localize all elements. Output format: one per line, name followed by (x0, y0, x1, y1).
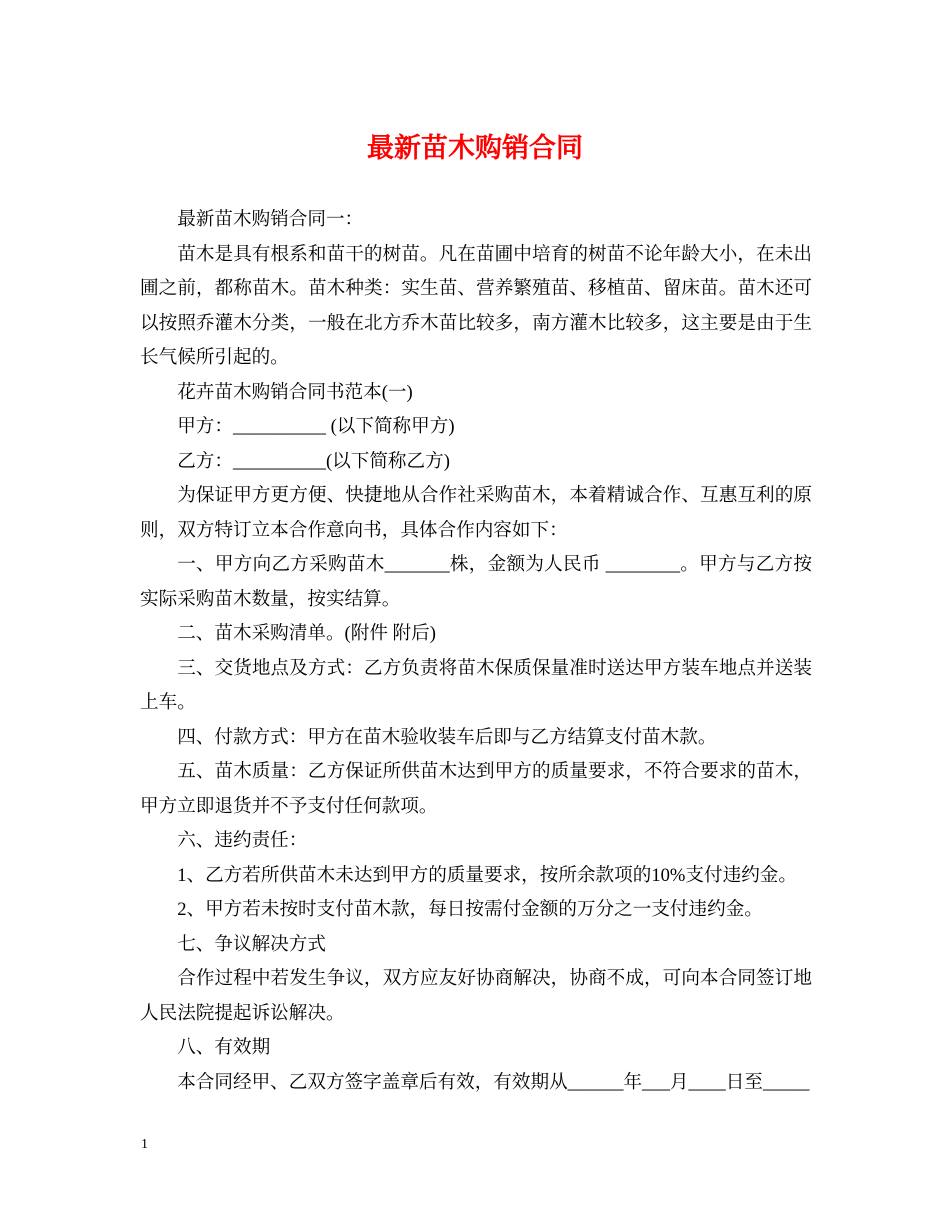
paragraph (140, 652, 812, 721)
paragraph (140, 548, 812, 617)
paragraph (140, 893, 812, 928)
paragraph-line: 以按照乔灌木分类，一般在北方乔木苗比较多，南方灌木比较多，这主要是由于生 (140, 312, 812, 334)
paragraph (140, 1066, 812, 1101)
paragraph (140, 479, 812, 548)
paragraph-line: 本合同经甲、乙双方签字盖章后有效，有效期从______年___月____日至_____ (177, 1071, 810, 1093)
paragraph (140, 928, 812, 963)
paragraph-line: 实际采购苗木数量，按实结算。 (140, 588, 401, 610)
paragraph-line: 三、交货地点及方式：乙方负责将苗木保质保量准时送达甲方装车地点并送装 (177, 657, 812, 679)
paragraph-line: 上车。 (140, 692, 196, 713)
paragraph-line: 1、乙方若所供苗木未达到甲方的质量要求，按所余款项的10%支付违约金。 (177, 864, 797, 886)
paragraph-line: 为保证甲方更方便、快捷地从合作社采购苗木，本着精诚合作、互惠互利的原 (177, 485, 812, 506)
paragraph-line: 六、违约责任： (177, 830, 308, 851)
document-title: 最新苗木购销合同 (367, 133, 583, 163)
document-body (140, 203, 812, 1100)
paragraph (140, 962, 812, 1031)
paragraph-line: 人民法院提起诉讼解决。 (140, 1002, 345, 1024)
paragraph-line: 圃之前，都称苗木。苗木种类：实生苗、营养繁殖苗、移植苗、留床苗。苗木还可 (140, 278, 812, 299)
paragraph (140, 824, 812, 859)
paragraph-line: 最新苗木购销合同一： (177, 209, 364, 230)
paragraph-line: 2、甲方若未按时支付苗木款，每日按需付金额的万分之一支付违约金。 (177, 899, 763, 920)
paragraph-line: 五、苗木质量：乙方保证所供苗木达到甲方的质量要求，不符合要求的苗木， (177, 761, 812, 782)
paragraph-line: 四、付款方式：甲方在苗木验收装车后即与乙方结算支付苗木款。 (177, 726, 717, 748)
page-number: 1 (141, 1137, 148, 1152)
paragraph-line: 则，双方特订立本合作意向书，具体合作内容如下： (140, 519, 568, 541)
paragraph (140, 445, 812, 480)
paragraph-line: 七、争议解决方式 (177, 933, 326, 955)
paragraph-line: 花卉苗木购销合同书范本(一) (177, 381, 413, 403)
paragraph (140, 203, 812, 238)
paragraph (140, 859, 812, 894)
paragraph (140, 721, 812, 756)
paragraph-line: 合作过程中若发生争议，双方应友好协商解决，协商不成，可向本合同签订地 (177, 968, 812, 989)
paragraph (140, 410, 812, 445)
paragraph-line: 长气候所引起的。 (140, 347, 289, 368)
paragraph (140, 617, 812, 652)
paragraph (140, 1031, 812, 1066)
paragraph (140, 755, 812, 824)
paragraph-line: 二、苗木采购清单。(附件 附后) (177, 623, 436, 644)
paragraph-line: 乙方：__________(以下简称乙方) (177, 450, 450, 472)
paragraph-line: 八、有效期 (177, 1037, 271, 1058)
paragraph-line: 苗木是具有根系和苗干的树苗。凡在苗圃中培育的树苗不论年龄大小，在未出 (177, 243, 812, 265)
paragraph-line: 甲方立即退货并不予支付任何款项。 (140, 795, 438, 817)
paragraph (140, 238, 812, 376)
paragraph (140, 376, 812, 411)
paragraph-line: 甲方：__________ (以下简称甲方) (177, 416, 455, 437)
paragraph-line: 一、甲方向乙方采购苗木_______株，金额为人民币 ________。甲方与乙方按 (177, 554, 812, 575)
